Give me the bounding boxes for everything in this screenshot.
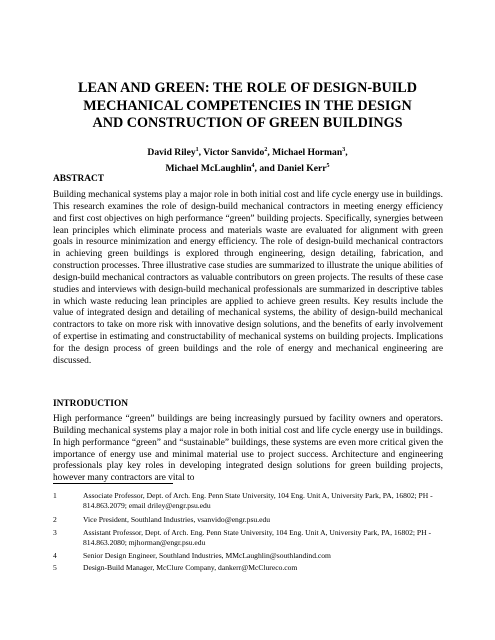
author-line: David Riley$^1$, Victor Sanvido$^2$, Michael Horman$^3$, xyxy=(147,147,348,159)
footnote xyxy=(53,491,453,511)
author-name: Michael Horman xyxy=(272,147,343,159)
author-name: David Riley xyxy=(147,147,196,159)
introduction-text: High performance “green” buildings are being increasingly pursued by facility owners and operators. Building mechanical systems play a major role in both initial cost and life cycle energy use in buildings. In high performance “green” and “sustainable” buildings, these systems are even more critical given the importance of energy use and minimal material use to project success. Architecture and engineering professionals play key roles in developing integrated design solutions for green building projects, however many contractors are vital to xyxy=(53,414,443,484)
footnote-divider xyxy=(53,483,173,484)
footnote-number: 5 xyxy=(53,563,57,572)
title-line: MECHANICAL COMPETENCIES IN THE DESIGN xyxy=(83,97,412,114)
footnote-number: 1 xyxy=(53,491,57,500)
title-line: LEAN AND GREEN: THE ROLE OF DESIGN-BUILD xyxy=(78,80,417,96)
author-name: Michael McLaughlin xyxy=(165,162,252,174)
footnote-number: 2 xyxy=(53,515,57,524)
title-line: AND CONSTRUCTION OF GREEN BUILDINGS xyxy=(92,115,403,131)
paper-title xyxy=(60,80,435,133)
footnote-marker: 3 xyxy=(342,147,346,153)
footnote xyxy=(53,563,453,573)
footnote-number: 3 xyxy=(53,528,57,537)
footnote-marker: 4 xyxy=(251,162,255,169)
footnote-text: Senior Design Engineer, Southland Industries, MMcLaughlin@southlandind.com xyxy=(83,551,331,560)
author-list xyxy=(80,144,415,175)
footnote-marker: 1 xyxy=(195,147,199,153)
footnote-number: 4 xyxy=(53,551,57,560)
author-name: Daniel Kerr xyxy=(277,162,327,174)
footnote xyxy=(53,515,453,525)
footnote-marker: 5 xyxy=(326,162,330,169)
abstract-text: Building mechanical systems play a major role in both initial cost and life cycle energy use in buildings. This research examines the role of design-build mechanical contractors in meeting energy efficiency and first cost objectives on high performance “green” building projects. Specifically, synergies between lean principles which eliminate process and materials waste are evaluated for alignment with green goals in resource minimization and energy efficiency. The role of design-build mechanical contractors in achieving green buildings is explored through engineering, design detailing, fabrication, and construction processes. Three illustrative case studies are summarized to illustrate the unique abilities of design-build mechanical contractors as valuable contributors on green projects. The results of these case studies and interviews with design-build mechanical professionals are summarized in descriptive tables in which waste reducing lean principles are applied to achieve green results. Key results include the value of integrated design and detailing of mechanical systems, the ability of design-build mechanical contractors to take on more risk with innovative design solutions, and the benefits of early involvement of expertise in estimating and constructability of mechanical systems on building projects. Implications for the design process of green buildings and the role of energy and mechanical engineering are discussed. xyxy=(53,190,443,366)
footnote-text: Vice President, Southland Industries, vsanvido@engr.psu.edu xyxy=(83,515,271,524)
author-name: Victor Sanvido xyxy=(203,147,265,159)
footnote-marker: 2 xyxy=(264,147,268,153)
introduction-heading: INTRODUCTION xyxy=(53,399,129,409)
footnote xyxy=(53,528,453,548)
author-line: Michael McLaughlin$^4$, and Daniel Kerr$^5$ xyxy=(165,162,330,174)
abstract-heading: ABSTRACT xyxy=(53,174,105,184)
footnote xyxy=(53,551,453,561)
footnote-text: Design-Build Manager, McClure Company, dankerr@McClureco.com xyxy=(83,563,298,572)
footnote-text: Associate Professor, Dept. of Arch. Eng. Penn State University, 104 Eng. Unit A, University Park, PA, 16802; PH - 814.863.2079; email driley@engr.psu.edu xyxy=(83,491,433,510)
footnote-text: Assistant Professor, Dept. of Arch. Eng. Penn State University, 104 Eng. Unit A, University Park, PA, 16802; PH - 814.863.2080; mjhorman@engr.psu.edu xyxy=(83,528,432,547)
